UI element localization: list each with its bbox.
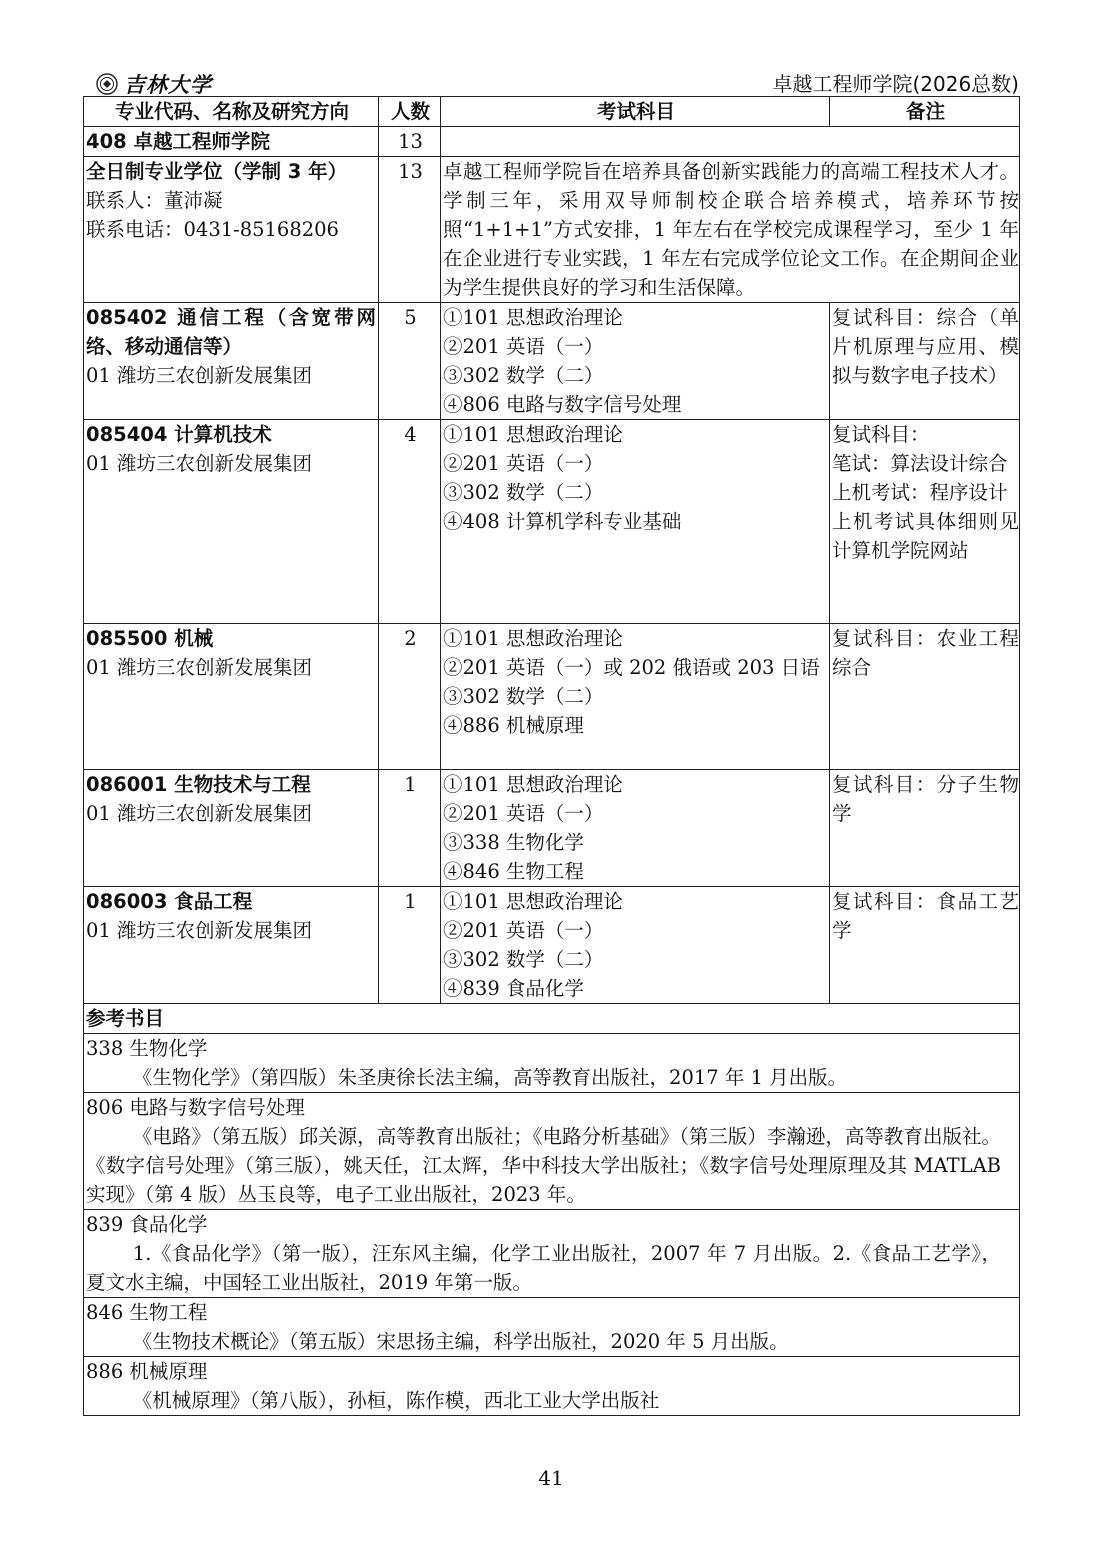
subject-item: ③302 数学（二）	[443, 685, 604, 708]
program-direction: 01 潍坊三农创新发展集团	[86, 364, 313, 387]
subject-item: ①101 思想政治理论	[443, 306, 623, 329]
table-row	[84, 303, 1020, 420]
header-notes: 备注	[830, 97, 1020, 127]
references-title: 参考书目	[84, 1004, 1020, 1034]
fulltime-title: 全日制专业学位（学制 3 年）	[86, 160, 348, 183]
university-logo	[96, 69, 212, 99]
subject-item: ①101 思想政治理论	[443, 890, 623, 913]
program-subjects	[441, 770, 830, 887]
contact-phone: 联系电话：0431-85168206	[86, 218, 339, 241]
reference-cell	[84, 1357, 1020, 1416]
program-count: 5	[379, 303, 441, 420]
subject-item: ①101 思想政治理论	[443, 773, 623, 796]
subject-item: ②201 英语（一）	[443, 452, 604, 475]
subject-item: ③302 数学（二）	[443, 364, 604, 387]
subject-item: ④846 生物工程	[443, 860, 584, 883]
reference-subject: 886 机械原理	[86, 1360, 208, 1383]
subject-item: ④806 电路与数字信号处理	[443, 393, 682, 416]
program-code-name: 086003 食品工程	[86, 890, 253, 913]
college-row	[84, 127, 1020, 157]
program-cell	[84, 303, 379, 420]
program-cell	[84, 887, 379, 1004]
reference-cell	[84, 1093, 1020, 1210]
header-subjects: 考试科目	[441, 97, 830, 127]
program-count: 1	[379, 887, 441, 1004]
subject-item: ③302 数学（二）	[443, 481, 604, 504]
college-name: 408 卓越工程师学院	[84, 127, 379, 157]
subject-item: ④839 食品化学	[443, 977, 584, 1000]
reference-row	[84, 1093, 1020, 1210]
program-cell	[84, 420, 379, 624]
reference-subject: 338 生物化学	[86, 1037, 208, 1060]
subject-item: ①101 思想政治理论	[443, 423, 623, 446]
reference-subject: 846 生物工程	[86, 1301, 208, 1324]
program-code-name: 085402 通信工程（含宽带网络、移动通信等）	[86, 306, 376, 358]
fulltime-row	[84, 157, 1020, 303]
university-logo-text: 吉林大学	[124, 72, 212, 97]
reference-row	[84, 1298, 1020, 1357]
subject-item: ①101 思想政治理论	[443, 627, 623, 650]
program-subjects	[441, 624, 830, 770]
page-number: 41	[538, 1466, 564, 1490]
reference-subject: 839 食品化学	[86, 1213, 208, 1236]
subject-item: ④408 计算机学科专业基础	[443, 510, 682, 533]
program-subjects	[441, 303, 830, 420]
fulltime-count: 13	[379, 157, 441, 303]
reference-cell	[84, 1034, 1020, 1093]
reference-row	[84, 1034, 1020, 1093]
reference-subject: 806 电路与数字信号处理	[86, 1096, 305, 1119]
references-title-row	[84, 1004, 1020, 1034]
reference-text: 《机械原理》（第八版），孙桓，陈作模，西北工业大学出版社	[132, 1389, 660, 1412]
table-row	[84, 770, 1020, 887]
subject-item: ②201 英语（一）	[443, 802, 604, 825]
program-code-name: 085500 机械	[86, 627, 214, 650]
reference-text: 1.《食品化学》（第一版），汪东风主编，化学工业出版社，2007 年 7 月出版。2.《食品工艺学》，夏文水主编，中国轻工业出版社，2019 年第一版。	[86, 1242, 1001, 1294]
reference-row	[84, 1210, 1020, 1298]
program-direction: 01 潍坊三农创新发展集团	[86, 919, 313, 942]
college-empty-cell	[441, 127, 1020, 157]
program-count: 4	[379, 420, 441, 624]
subject-item: ④886 机械原理	[443, 714, 584, 737]
contact-person: 联系人：董沛凝	[86, 189, 223, 212]
program-direction: 01 潍坊三农创新发展集团	[86, 656, 313, 679]
fulltime-description: 卓越工程师学院旨在培养具备创新实践能力的高端工程技术人才。学制三年，采用双导师制校企联合培养模式，培养环节按照“1+1+1”方式安排，1 年左右在学校完成课程学习，至少 1 年在企业进行专业实践，1 年左右完成学位论文工作。在企期间企业为学生提供良好的学习和生活保障。	[441, 157, 1020, 303]
admission-table	[83, 96, 1020, 1416]
table-row	[84, 887, 1020, 1004]
program-note: 复试科目：综合（单片机原理与应用、模拟与数字电子技术）	[830, 303, 1020, 420]
header-title: 卓越工程师学院(2026总数)	[772, 72, 1019, 96]
header-major: 专业代码、名称及研究方向	[84, 97, 379, 127]
program-subjects	[441, 420, 830, 624]
reference-row	[84, 1357, 1020, 1416]
program-code-name: 085404 计算机技术	[86, 423, 272, 446]
fulltime-info	[84, 157, 379, 303]
program-note: 复试科目：食品工艺学	[830, 887, 1020, 1004]
subject-item: ②201 英语（一）	[443, 335, 604, 358]
subject-item: ③338 生物化学	[443, 831, 584, 854]
program-count: 2	[379, 624, 441, 770]
subject-item: ②201 英语（一）或 202 俄语或 203 日语	[443, 656, 820, 679]
program-code-name: 086001 生物技术与工程	[86, 773, 311, 796]
header-count: 人数	[379, 97, 441, 127]
reference-cell	[84, 1210, 1020, 1298]
university-seal-icon	[96, 73, 118, 95]
program-count: 1	[379, 770, 441, 887]
program-subjects	[441, 887, 830, 1004]
table-row	[84, 624, 1020, 770]
college-count: 13	[379, 127, 441, 157]
table-row	[84, 420, 1020, 624]
program-direction: 01 潍坊三农创新发展集团	[86, 802, 313, 825]
program-direction: 01 潍坊三农创新发展集团	[86, 452, 313, 475]
reference-text: 《生物化学》（第四版）朱圣庚徐长法主编，高等教育出版社，2017 年 1 月出版。	[132, 1066, 848, 1089]
program-note: 复试科目：农业工程综合	[830, 624, 1020, 770]
reference-cell	[84, 1298, 1020, 1357]
table-header-row	[84, 97, 1020, 127]
subject-item: ②201 英语（一）	[443, 919, 604, 942]
reference-text: 《电路》（第五版）邱关源，高等教育出版社；《电路分析基础》（第三版）李瀚逊，高等教育出版社。《数字信号处理》（第三版），姚天任，江太辉，华中科技大学出版社；《数字信号处理原理及其 MATLAB 实现》（第 4 版）丛玉良等，电子工业出版社，2023 年。	[86, 1125, 1001, 1206]
reference-text: 《生物技术概论》（第五版）宋思扬主编，科学出版社，2020 年 5 月出版。	[132, 1330, 789, 1353]
program-cell	[84, 770, 379, 887]
subject-item: ③302 数学（二）	[443, 948, 604, 971]
page-header	[84, 66, 1019, 96]
program-note: 复试科目： 笔试：算法设计综合 上机考试：程序设计 上机考试具体细则见计算机学院网站	[830, 420, 1020, 624]
program-note: 复试科目：分子生物学	[830, 770, 1020, 887]
program-cell	[84, 624, 379, 770]
